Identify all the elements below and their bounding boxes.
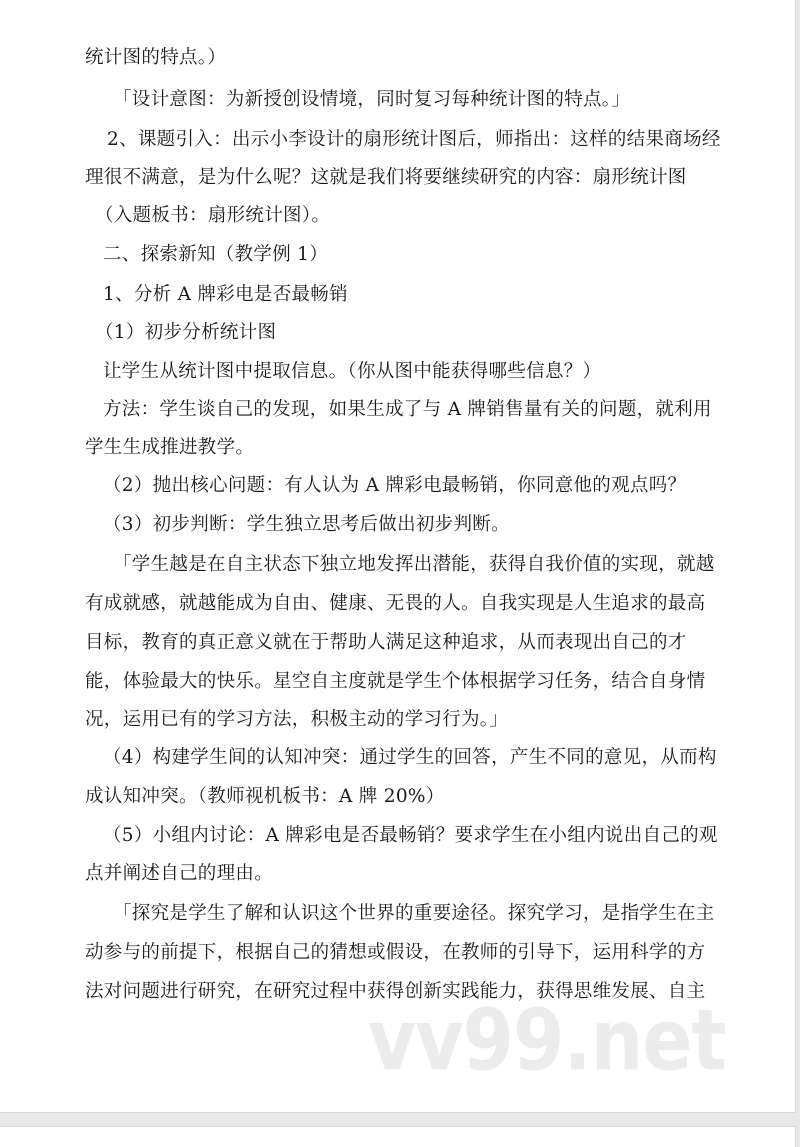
text-line: 二、探索新知（教学例 1） — [103, 244, 329, 265]
text-line: 理很不满意，是为什么呢？这就是我们将要继续研究的内容：扇形统计图 — [85, 167, 687, 188]
text-line: 「设计意图：为新授创设情境，同时复习每种统计图的特点。」 — [113, 89, 631, 110]
text-line: （5）小组内讨论：A 牌彩电是否最畅销？要求学生在小组内说出自己的观 — [103, 825, 718, 846]
watermark: vv99.net — [368, 991, 726, 1091]
text-line: 学生生成推进教学。 — [85, 437, 255, 458]
text-line: （4）构建学生间的认知冲突：通过学生的回答，产生不同的意见，从而构 — [103, 747, 717, 768]
text-line: 动参与的前提下，根据自己的猜想或假设，在教师的引导下，运用科学的方 — [85, 942, 706, 963]
text-line: 让学生从统计图中提取信息。（你从图中能获得哪些信息？） — [103, 361, 602, 382]
text-line: （入题板书：扇形统计图）。 — [95, 205, 331, 226]
text-line: 「探究是学生了解和认识这个世界的重要途径。探究学习，是指学生在主 — [113, 903, 715, 924]
text-line: （2）抛出核心问题：有人认为 A 牌彩电最畅销，你同意他的观点吗？ — [103, 475, 687, 496]
text-line: （3）初步判断：学生独立思考后做出初步判断。 — [103, 514, 510, 535]
text-line: 2、课题引入：出示小李设计的扇形统计图后，师指出：这样的结果商场经 — [107, 129, 721, 150]
text-line: 目标，教育的真正意义就在于帮助人满足这种追求，从而表现出自己的才 — [85, 632, 687, 653]
text-line: 成认知冲突。（教师视机板书：A 牌 20%） — [85, 786, 445, 807]
text-line: 法对问题进行研究，在研究过程中获得创新实践能力，获得思维发展、自主 — [85, 981, 706, 1002]
text-line: （1）初步分析统计图 — [95, 322, 277, 343]
text-line: 有成就感，就越能成为自由、健康、无畏的人。自我实现是人生追求的最高 — [85, 593, 706, 614]
text-line: 方法：学生谈自己的发现，如果生成了与 A 牌销售量有关的问题，就利用 — [103, 399, 712, 420]
text-line: 点并阐述自己的理由。 — [85, 863, 274, 884]
text-line: 统计图的特点。） — [85, 47, 227, 68]
text-line: 能，体验最大的快乐。星空自主度就是学生个体根据学习任务，结合自身情 — [85, 671, 706, 692]
text-line: 况，运用已有的学习方法，积极主动的学习行为。」 — [85, 709, 509, 730]
text-line: 1、分析 A 牌彩电是否最畅销 — [103, 284, 348, 305]
text-line: 「学生越是在自主状态下独立地发挥出潜能，获得自我价值的实现，就越 — [113, 554, 715, 575]
